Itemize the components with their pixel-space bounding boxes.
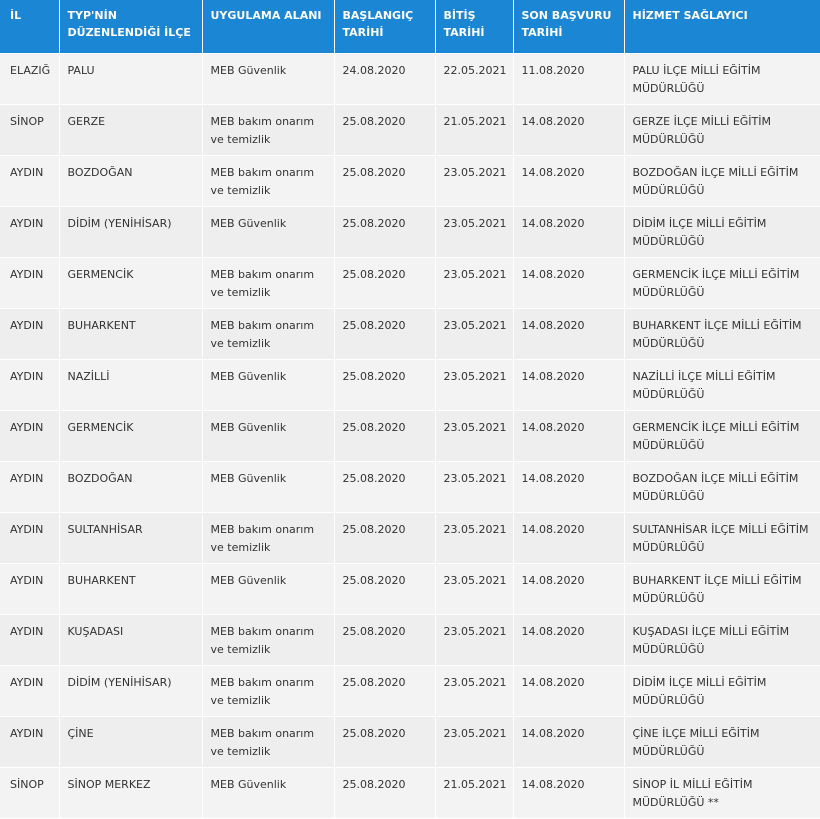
cell-hizmet-saglayici: GERZE İLÇE MİLLİ EĞİTİM MÜDÜRLÜĞÜ: [624, 104, 820, 155]
header-il: İL: [0, 0, 59, 53]
table-row: [0, 716, 820, 767]
cell-son-basvuru-tarihi: 14.08.2020: [513, 155, 624, 206]
cell-il: SİNOP: [0, 767, 59, 818]
cell-hizmet-saglayici: GERMENCİK İLÇE MİLLİ EĞİTİM MÜDÜRLÜĞÜ: [624, 410, 820, 461]
cell-bitis-tarihi: 22.05.2021: [435, 53, 513, 104]
cell-son-basvuru-tarihi: 14.08.2020: [513, 614, 624, 665]
cell-baslangic-tarihi: 25.08.2020: [334, 257, 435, 308]
cell-bitis-tarihi: 21.05.2021: [435, 104, 513, 155]
cell-ilce: SULTANHİSAR: [59, 512, 202, 563]
cell-bitis-tarihi: 23.05.2021: [435, 563, 513, 614]
cell-il: AYDIN: [0, 308, 59, 359]
cell-uygulama-alani: MEB bakım onarım ve temizlik: [202, 614, 334, 665]
cell-bitis-tarihi: 23.05.2021: [435, 716, 513, 767]
cell-uygulama-alani: MEB bakım onarım ve temizlik: [202, 257, 334, 308]
cell-hizmet-saglayici: BOZDOĞAN İLÇE MİLLİ EĞİTİM MÜDÜRLÜĞÜ: [624, 155, 820, 206]
cell-uygulama-alani: MEB Güvenlik: [202, 563, 334, 614]
cell-hizmet-saglayici: DİDİM İLÇE MİLLİ EĞİTİM MÜDÜRLÜĞÜ: [624, 206, 820, 257]
cell-il: AYDIN: [0, 665, 59, 716]
cell-hizmet-saglayici: BUHARKENT İLÇE MİLLİ EĞİTİM MÜDÜRLÜĞÜ: [624, 563, 820, 614]
header-hizmet-saglayici: HİZMET SAĞLAYICI: [624, 0, 820, 53]
cell-uygulama-alani: MEB Güvenlik: [202, 461, 334, 512]
cell-son-basvuru-tarihi: 14.08.2020: [513, 767, 624, 818]
cell-bitis-tarihi: 23.05.2021: [435, 461, 513, 512]
cell-uygulama-alani: MEB Güvenlik: [202, 767, 334, 818]
cell-son-basvuru-tarihi: 14.08.2020: [513, 716, 624, 767]
cell-uygulama-alani: MEB Güvenlik: [202, 359, 334, 410]
cell-baslangic-tarihi: 25.08.2020: [334, 461, 435, 512]
header-uygulama-alani: UYGULAMA ALANI: [202, 0, 334, 53]
cell-il: AYDIN: [0, 716, 59, 767]
cell-ilce: GERMENCİK: [59, 410, 202, 461]
cell-ilce: BUHARKENT: [59, 563, 202, 614]
cell-bitis-tarihi: 23.05.2021: [435, 206, 513, 257]
cell-baslangic-tarihi: 25.08.2020: [334, 716, 435, 767]
cell-bitis-tarihi: 21.05.2021: [435, 767, 513, 818]
header-row: [0, 0, 820, 53]
cell-il: AYDIN: [0, 563, 59, 614]
cell-baslangic-tarihi: 25.08.2020: [334, 104, 435, 155]
table-row: [0, 53, 820, 104]
cell-hizmet-saglayici: KUŞADASI İLÇE MİLLİ EĞİTİM MÜDÜRLÜĞÜ: [624, 614, 820, 665]
cell-hizmet-saglayici: DİDİM İLÇE MİLLİ EĞİTİM MÜDÜRLÜĞÜ: [624, 665, 820, 716]
cell-baslangic-tarihi: 25.08.2020: [334, 359, 435, 410]
cell-ilce: GERZE: [59, 104, 202, 155]
cell-baslangic-tarihi: 25.08.2020: [334, 665, 435, 716]
cell-son-basvuru-tarihi: 14.08.2020: [513, 461, 624, 512]
cell-son-basvuru-tarihi: 14.08.2020: [513, 308, 624, 359]
cell-il: AYDIN: [0, 155, 59, 206]
cell-il: SİNOP: [0, 104, 59, 155]
cell-ilce: BOZDOĞAN: [59, 461, 202, 512]
table-row: [0, 308, 820, 359]
cell-ilce: ÇİNE: [59, 716, 202, 767]
table-row: [0, 155, 820, 206]
cell-bitis-tarihi: 23.05.2021: [435, 359, 513, 410]
cell-baslangic-tarihi: 25.08.2020: [334, 563, 435, 614]
cell-bitis-tarihi: 23.05.2021: [435, 257, 513, 308]
cell-baslangic-tarihi: 25.08.2020: [334, 614, 435, 665]
cell-son-basvuru-tarihi: 14.08.2020: [513, 359, 624, 410]
cell-son-basvuru-tarihi: 14.08.2020: [513, 206, 624, 257]
table-row: [0, 257, 820, 308]
cell-son-basvuru-tarihi: 14.08.2020: [513, 410, 624, 461]
cell-uygulama-alani: MEB bakım onarım ve temizlik: [202, 104, 334, 155]
cell-hizmet-saglayici: NAZİLLİ İLÇE MİLLİ EĞİTİM MÜDÜRLÜĞÜ: [624, 359, 820, 410]
cell-uygulama-alani: MEB bakım onarım ve temizlik: [202, 308, 334, 359]
cell-uygulama-alani: MEB Güvenlik: [202, 410, 334, 461]
cell-il: ELAZIĞ: [0, 53, 59, 104]
cell-bitis-tarihi: 23.05.2021: [435, 410, 513, 461]
cell-il: AYDIN: [0, 410, 59, 461]
cell-baslangic-tarihi: 25.08.2020: [334, 155, 435, 206]
cell-ilce: BUHARKENT: [59, 308, 202, 359]
table-row: [0, 665, 820, 716]
cell-baslangic-tarihi: 25.08.2020: [334, 767, 435, 818]
cell-ilce: NAZİLLİ: [59, 359, 202, 410]
table-body: [0, 53, 820, 818]
table-row: [0, 512, 820, 563]
table-row: [0, 461, 820, 512]
cell-il: AYDIN: [0, 614, 59, 665]
table-row: [0, 563, 820, 614]
cell-son-basvuru-tarihi: 14.08.2020: [513, 257, 624, 308]
cell-uygulama-alani: MEB bakım onarım ve temizlik: [202, 716, 334, 767]
cell-uygulama-alani: MEB bakım onarım ve temizlik: [202, 512, 334, 563]
header-baslangic-tarihi: BAŞLANGIÇ TARİHİ: [334, 0, 435, 53]
cell-son-basvuru-tarihi: 14.08.2020: [513, 104, 624, 155]
cell-son-basvuru-tarihi: 14.08.2020: [513, 563, 624, 614]
cell-hizmet-saglayici: GERMENCİK İLÇE MİLLİ EĞİTİM MÜDÜRLÜĞÜ: [624, 257, 820, 308]
cell-bitis-tarihi: 23.05.2021: [435, 614, 513, 665]
cell-baslangic-tarihi: 25.08.2020: [334, 512, 435, 563]
cell-baslangic-tarihi: 24.08.2020: [334, 53, 435, 104]
cell-bitis-tarihi: 23.05.2021: [435, 308, 513, 359]
cell-bitis-tarihi: 23.05.2021: [435, 665, 513, 716]
cell-ilce: DİDİM (YENİHİSAR): [59, 665, 202, 716]
table-row: [0, 359, 820, 410]
cell-ilce: KUŞADASI: [59, 614, 202, 665]
cell-baslangic-tarihi: 25.08.2020: [334, 410, 435, 461]
cell-ilce: PALU: [59, 53, 202, 104]
cell-ilce: BOZDOĞAN: [59, 155, 202, 206]
cell-hizmet-saglayici: BOZDOĞAN İLÇE MİLLİ EĞİTİM MÜDÜRLÜĞÜ: [624, 461, 820, 512]
cell-il: AYDIN: [0, 257, 59, 308]
cell-ilce: GERMENCİK: [59, 257, 202, 308]
cell-hizmet-saglayici: PALU İLÇE MİLLİ EĞİTİM MÜDÜRLÜĞÜ: [624, 53, 820, 104]
cell-uygulama-alani: MEB Güvenlik: [202, 53, 334, 104]
cell-baslangic-tarihi: 25.08.2020: [334, 206, 435, 257]
cell-uygulama-alani: MEB Güvenlik: [202, 206, 334, 257]
cell-hizmet-saglayici: BUHARKENT İLÇE MİLLİ EĞİTİM MÜDÜRLÜĞÜ: [624, 308, 820, 359]
cell-uygulama-alani: MEB bakım onarım ve temizlik: [202, 665, 334, 716]
cell-hizmet-saglayici: SİNOP İL MİLLİ EĞİTİM MÜDÜRLÜĞÜ **: [624, 767, 820, 818]
table-row: [0, 614, 820, 665]
cell-ilce: SİNOP MERKEZ: [59, 767, 202, 818]
cell-son-basvuru-tarihi: 14.08.2020: [513, 665, 624, 716]
cell-il: AYDIN: [0, 512, 59, 563]
cell-ilce: DİDİM (YENİHİSAR): [59, 206, 202, 257]
cell-baslangic-tarihi: 25.08.2020: [334, 308, 435, 359]
table-header: [0, 0, 820, 53]
cell-bitis-tarihi: 23.05.2021: [435, 512, 513, 563]
header-ilce: TYP'NİN DÜZENLENDİĞİ İLÇE: [59, 0, 202, 53]
cell-uygulama-alani: MEB bakım onarım ve temizlik: [202, 155, 334, 206]
table-row: [0, 104, 820, 155]
cell-il: AYDIN: [0, 359, 59, 410]
header-bitis-tarihi: BİTİŞ TARİHİ: [435, 0, 513, 53]
table-row: [0, 410, 820, 461]
cell-hizmet-saglayici: SULTANHİSAR İLÇE MİLLİ EĞİTİM MÜDÜRLÜĞÜ: [624, 512, 820, 563]
table-row: [0, 206, 820, 257]
cell-il: AYDIN: [0, 206, 59, 257]
header-son-basvuru-tarihi: SON BAŞVURU TARİHİ: [513, 0, 624, 53]
table-row: [0, 767, 820, 818]
cell-il: AYDIN: [0, 461, 59, 512]
cell-bitis-tarihi: 23.05.2021: [435, 155, 513, 206]
cell-son-basvuru-tarihi: 11.08.2020: [513, 53, 624, 104]
cell-hizmet-saglayici: ÇİNE İLÇE MİLLİ EĞİTİM MÜDÜRLÜĞÜ: [624, 716, 820, 767]
cell-son-basvuru-tarihi: 14.08.2020: [513, 512, 624, 563]
